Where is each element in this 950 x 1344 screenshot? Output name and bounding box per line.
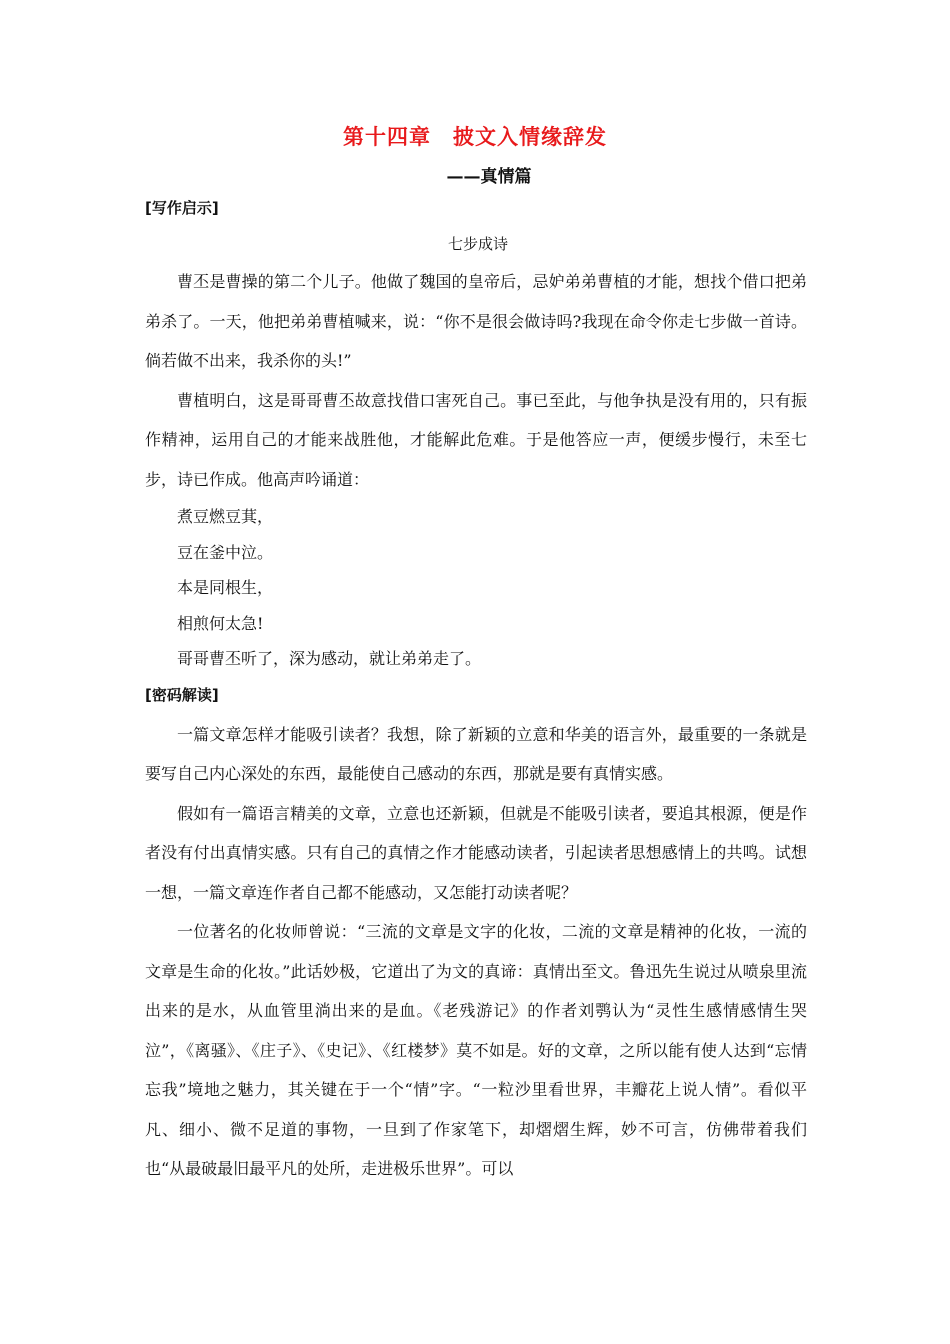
section-heading-writing-inspiration: [写作启示] [145,199,219,217]
paragraph: 曹植明白，这是哥哥曹丕故意找借口害死自己。事已至此，与他争执是没有用的，只有振作精神，运用自己的才能来战胜他，才能解此危难。于是他答应一声，便缓步慢行，未至七步，诗已作成。他高声吟诵道： [145,390,807,489]
poem-line: 相煎何太急! [177,613,264,633]
poem-line: 煮豆燃豆萁， [177,507,274,526]
paragraph: 一位著名的化妆师曾说：“三流的文章是文字的化妆，二流的文章是精神的化妆，一流的文章是生命的化妆。”此话妙极，它道出了为文的真谛：真情出至文。鲁迅先生说过从喷泉里流出来的是水，从血管里淌出来的是血。《老残游记》的作者刘鹗认为“灵性生感情感情生哭泣”，《离骚》、《庄子》、《史记》、《红楼梦》莫不如是。好的文章，之所以能有使人达到“忘情忘我”境地之魅力，其关键在于一个“情”字。“一粒沙里看世界，丰瓣花上说人情”。看似平凡、细小、微不足道的事物，一旦到了作家笔下，却熠熠生辉，妙不可言，仿佛带着我们也“从最破最旧最平凡的处所，走进极乐世界”。可以 [145,922,807,1178]
poem [145,499,807,677]
poem-line: 豆在釜中泣。 [177,542,274,562]
paragraph: 曹丕是曹操的第二个儿子。他做了魏国的皇帝后，忌妒弟弟曹植的才能，想找个借口把弟弟杀了。一天，他把弟弟曹植喊来，说：“你不是很会做诗吗?我现在命令你走七步做一首诗。倘若做不出来，我杀你的头!” [145,272,807,370]
chapter-title: 第十四章 披文入情缘辞发 [343,125,607,149]
section-heading-code-interpretation: [密码解读] [145,685,219,704]
paragraph: 哥哥曹丕听了，深为感动，就让弟弟走了。 [177,649,482,668]
paragraph: 假如有一篇语言精美的文章，立意也还新颖，但就是不能吸引读者，要追其根源，便是作者没有付出真情实感。只有自己的真情之作才能感动读者，引起读者思想感情上的共鸣。试想一想，一篇文章连作者自己都不能感动，又怎能打动读者呢？ [145,803,807,902]
document-body [145,190,807,1189]
paragraph: 一篇文章怎样才能吸引读者？我想，除了新颖的立意和华美的语言外，最重要的一条就是要写自己内心深处的东西，最能使自己感动的东西，那就是要有真情实感。 [145,724,807,783]
chapter-subtitle: ——真情篇 [446,167,532,187]
poem-line: 本是同根生， [177,578,274,597]
story-title: 七步成诗 [447,235,508,253]
